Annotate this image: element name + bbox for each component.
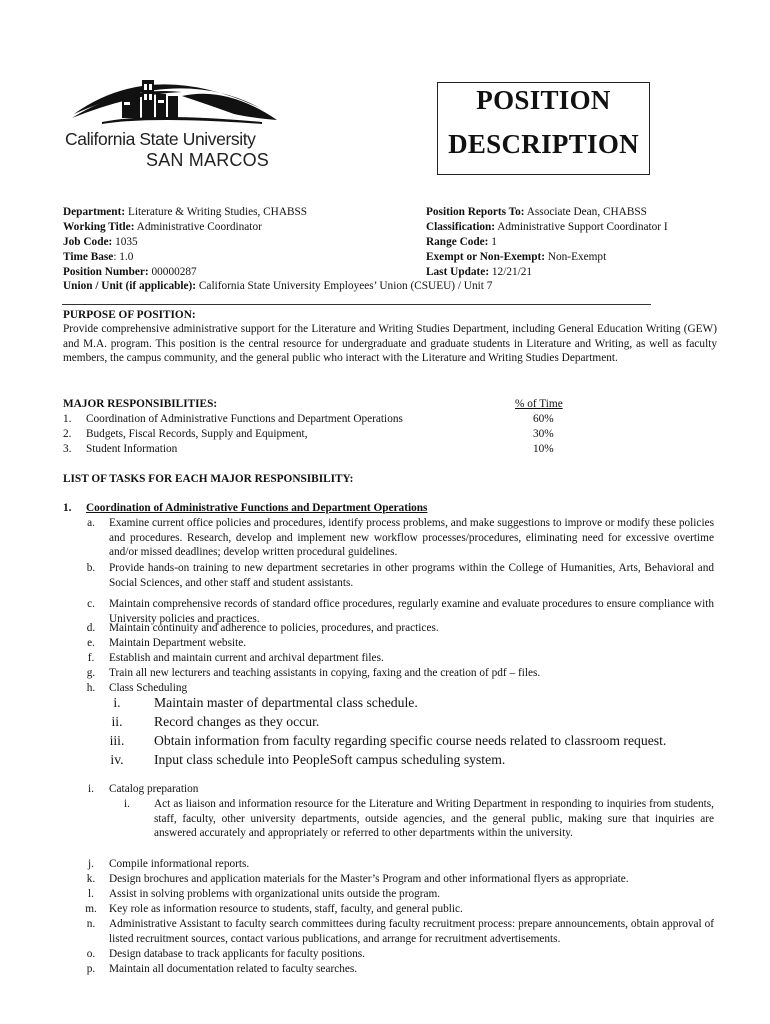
title-word-description: DESCRIPTION <box>448 129 639 159</box>
csusm-logo <box>62 66 287 178</box>
task-marker: d. <box>86 622 96 634</box>
responsibilities-heading: MAJOR RESPONSIBILITIES: <box>63 398 218 410</box>
responsibility-item: 3. Student Information 10% <box>63 443 554 455</box>
task-text: Maintain all documentation related to faculty searches. <box>109 963 358 975</box>
field-union: Union / Unit (if applicable): California State University Employees’ Union (CSUEU) / Unit 7 <box>63 280 493 293</box>
title-word-position: POSITION <box>476 85 611 115</box>
task-marker: i. <box>88 783 94 795</box>
task-text: Train all new lecturers and teaching assistants in copying, faxing and the creation of pdf – files. <box>109 667 541 679</box>
task-marker: o. <box>86 948 96 960</box>
task-marker: iv. <box>110 752 124 767</box>
task-marker: g. <box>86 667 96 679</box>
task-section-title: Coordination of Administrative Functions and Department Operations <box>86 502 428 514</box>
task-text: Provide hands-on training to new department secretaries in other programs within the College of Humanities, Arts, Behavioral and Social Sciences, and other staff and student assistants. <box>109 562 714 589</box>
task-text: Record changes as they occur. <box>154 714 320 729</box>
task-marker: p. <box>86 963 96 975</box>
task-marker: k. <box>86 873 96 885</box>
task-text: Input class schedule into PeopleSoft campus scheduling system. <box>154 752 506 767</box>
task-marker: b. <box>86 562 96 574</box>
purpose-text: Provide comprehensive administrative support for the Literature and Writing Studies Department, including General Education Writing (GEW) and M.A. program. This position is the central resource for undergraduate and graduate students in Literature and Writing, as well as faculty members, the campus community, and the general public who interact with the Literature and Writing Studies Department. <box>63 323 717 365</box>
field-reports-to: Position Reports To: Associate Dean, CHABSS <box>426 206 647 218</box>
task-text: Key role as information resource to students, staff, faculty, and general public. <box>109 903 463 915</box>
task-text: Assist in solving problems with organizational units outside the program. <box>109 888 441 900</box>
position-description-box <box>437 82 650 175</box>
field-working-title: Working Title: Administrative Coordinator <box>63 220 262 233</box>
title-position <box>438 85 649 115</box>
divider <box>62 304 651 305</box>
task-text: Maintain comprehensive records of standard office procedures, regularly examine and evaluate procedures to ensure compliance with University policies and practices. <box>109 598 714 625</box>
task-text: Maintain Department website. <box>109 637 247 649</box>
task-text: Administrative Assistant to faculty search committees during faculty recruitment process: prepare announcements, obtain approval of listed recruitment sources, contact various publications, and arrange for recruitment advertisements. <box>109 918 714 945</box>
task-text: Maintain continuity and adherence to policies, procedures, and practices. <box>109 622 439 634</box>
task-marker: f. <box>87 652 95 664</box>
title-description <box>438 129 649 159</box>
task-marker: c. <box>87 598 95 610</box>
field-last-update: Last Update: 12/21/21 <box>426 265 533 278</box>
task-marker: h. <box>86 682 96 694</box>
header-right-column <box>426 205 668 279</box>
task-marker: a. <box>87 517 95 529</box>
purpose-heading: PURPOSE OF POSITION: <box>63 309 196 321</box>
field-classification: Classification: Administrative Support Coordinator I <box>426 220 668 233</box>
task-section-number: 1. <box>63 502 72 514</box>
task-marker: ii. <box>111 714 123 729</box>
task-text: Obtain information from faculty regarding specific course needs related to classroom request. <box>154 733 667 748</box>
task-text: Establish and maintain current and archival department files. <box>109 652 384 664</box>
task-text: Act as liaison and information resource for the Literature and Writing Department in responding to inquiries from students, staff, faculty, other university departments, outside agencies, and the general public, making sure that inquiries are answered accurately and appropriately or referred to other departments within the university. <box>154 798 714 840</box>
task-text: Class Scheduling <box>109 682 188 694</box>
task-marker: n. <box>86 918 96 930</box>
responsibilities-list <box>63 412 583 457</box>
task-text: Design brochures and application materials for the Master’s Program and other informational flyers as appropriate. <box>109 873 629 885</box>
task-marker: i. <box>124 798 130 810</box>
task-marker: j. <box>88 858 94 870</box>
task-marker: e. <box>87 637 95 649</box>
field-range-code: Range Code: 1 <box>426 235 497 248</box>
field-department: Department: Literature & Writing Studies, CHABSS <box>63 206 308 218</box>
field-position-number: Position Number: 00000287 <box>63 265 197 278</box>
task-marker: i. <box>113 695 121 710</box>
field-time-base: Time Base: 1.0 <box>63 250 134 263</box>
responsibility-item: 1. Coordination of Administrative Functions and Department Operations 60% <box>63 413 554 425</box>
task-text: Catalog preparation <box>109 783 199 795</box>
task-marker: iii. <box>109 733 125 748</box>
field-job-code: Job Code: 1035 <box>63 235 138 248</box>
task-text: Maintain master of departmental class schedule. <box>154 695 418 710</box>
task-text: Design database to track applicants for faculty positions. <box>109 948 365 960</box>
responsibility-item: 2. Budgets, Fiscal Records, Supply and Equipment, 30% <box>63 428 554 440</box>
task-text: Examine current office policies and procedures, identify process problems, and make suggestions to improve or modify these policies and procedures. Research, develop and implement new workflow processes/procedures, eliminating need for excessive overtime and/or missed deadlines; develop written procedural guidelines. <box>109 517 714 559</box>
percent-time-heading: % of Time <box>515 398 563 410</box>
field-exempt: Exempt or Non-Exempt: Non-Exempt <box>426 250 607 263</box>
task-marker: l. <box>88 888 94 900</box>
task-text: Compile informational reports. <box>109 858 250 870</box>
task-marker: m. <box>85 903 97 915</box>
logo-campus-name: SAN MARCOS <box>146 150 270 170</box>
tasks-heading: LIST OF TASKS FOR EACH MAJOR RESPONSIBILITY: <box>63 473 354 485</box>
logo-university-name: California State University <box>65 129 256 149</box>
